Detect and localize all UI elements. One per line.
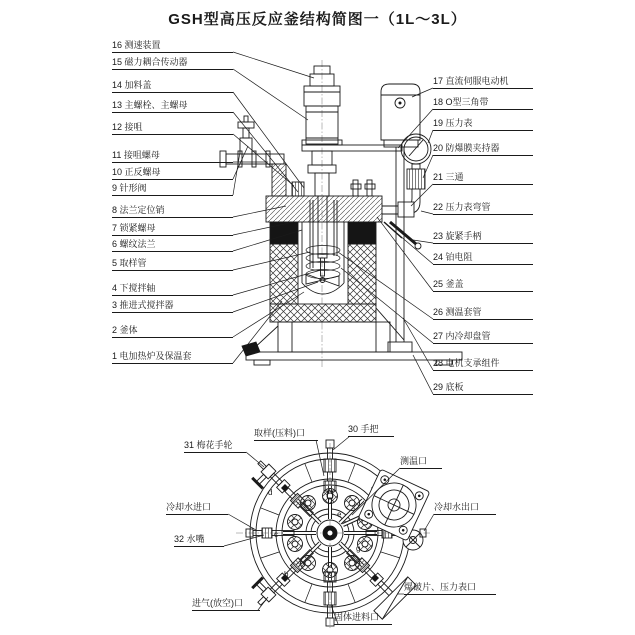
side-label-9-needle-valve: 9 针形阀 — [112, 183, 233, 196]
side-label-23-tightening-handle: 23 旋紧手柄 — [433, 231, 533, 244]
side-label-20-rupture-disc-holder: 20 防爆膜夹持器 — [433, 143, 533, 156]
port-letter-c: c — [274, 530, 278, 539]
top-label-burst-disc-port: 爆破片、压力表口 — [404, 582, 496, 595]
vessel-bottom — [302, 283, 344, 294]
heater-block-right — [348, 222, 376, 244]
diagram-title: GSH型高压反应釜结构简图一（1L～3L） — [168, 11, 467, 28]
side-label-5-sampling-tube: 5 取样管 — [112, 258, 233, 271]
side-label-13-main-bolts: 13 主螺栓、主螺母 — [112, 100, 233, 113]
side-label-21-tee: 21 三通 — [433, 172, 533, 185]
side-label-11-nozzle-nut: 11 接咀螺母 — [112, 150, 233, 163]
port-letter-g: g — [356, 544, 361, 553]
side-label-22-gauge-elbow: 22 压力表弯管 — [433, 202, 533, 215]
heater-block-left — [270, 222, 298, 244]
side-label-12-nozzle: 12 接咀 — [112, 122, 233, 135]
side-label-27-cooling-coil: 27 内冷却盘管 — [433, 331, 533, 344]
insulation-bottom — [270, 304, 376, 322]
side-view-drawing — [220, 52, 462, 394]
top-label-temp-port: 测温口 — [400, 456, 442, 469]
side-label-29-base-plate: 29 底板 — [433, 382, 533, 395]
kettle-cover — [266, 196, 382, 222]
side-label-18-v-belt: 18 O型三角带 — [433, 97, 533, 110]
top-label-cooling-outlet: 冷却水出口 — [434, 502, 496, 515]
insulation-right — [348, 244, 376, 304]
side-label-10-union-nut: 10 正反螺母 — [112, 167, 233, 180]
cooling-coil — [306, 246, 340, 279]
port-letter-f: f — [374, 529, 377, 538]
kettle-body-and-heater — [270, 222, 376, 322]
top-label-30-handle: 30 手把 — [348, 424, 394, 437]
left-foot-clamp — [242, 342, 260, 356]
side-label-14-feed-cover: 14 加料盖 — [112, 80, 233, 93]
side-label-26-thermowell: 26 测温套管 — [433, 307, 533, 320]
side-label-8-flange-pin: 8 法兰定位销 — [112, 205, 233, 218]
side-label-7-lock-nut: 7 锁紧螺母 — [112, 223, 233, 236]
stand-and-base — [242, 322, 462, 365]
top-label-cooling-inlet: 冷却水进口 — [166, 502, 228, 515]
top-label-solid-feed-port: 固体进料口 — [334, 612, 392, 625]
side-label-19-pressure-gauge: 19 压力表 — [433, 118, 533, 131]
side-label-17-servo-motor: 17 直流伺服电动机 — [433, 76, 533, 89]
rupture-disc-holder — [407, 169, 425, 189]
base-plate — [246, 352, 462, 360]
side-label-4-lower-shaft: 4 下搅拌轴 — [112, 283, 233, 296]
port-letter-b: b — [284, 570, 289, 579]
handle-ball — [415, 243, 421, 249]
side-label-16-speed-device: 16 测速装置 — [112, 40, 233, 53]
top-label-32-water-nozzle: 32 水嘴 — [174, 534, 224, 547]
cover-studs — [292, 180, 375, 196]
side-label-15-magnetic-coupling: 15 磁力耦合传动器 — [112, 57, 233, 70]
side-label-24-platinum-rtd: 24 铂电阻 — [433, 252, 533, 265]
side-label-25-kettle-cover: 25 釜盖 — [433, 279, 533, 292]
top-label-gas-inlet-vent: 进气(放空)口 — [192, 598, 260, 611]
tightening-handle — [390, 222, 416, 244]
port-letter-d: d — [268, 488, 273, 497]
side-label-28-motor-support: 28 电机支承组件 — [433, 358, 533, 371]
side-label-3-propeller-stirrer: 3 推进式搅拌器 — [112, 300, 233, 313]
top-label-31-handwheel: 31 梅花手轮 — [184, 440, 246, 453]
side-label-6-threaded-flange: 6 螺纹法兰 — [112, 239, 233, 252]
top-label-sampling-port: 取样(压料)口 — [254, 428, 318, 441]
port-letter-e: e — [337, 510, 342, 519]
insulation-left — [270, 244, 298, 304]
side-label-1-electric-heater: 1 电加热炉及保温套 — [112, 351, 233, 364]
side-label-2-kettle-body: 2 釜体 — [112, 325, 233, 338]
drive-belt — [302, 145, 402, 151]
